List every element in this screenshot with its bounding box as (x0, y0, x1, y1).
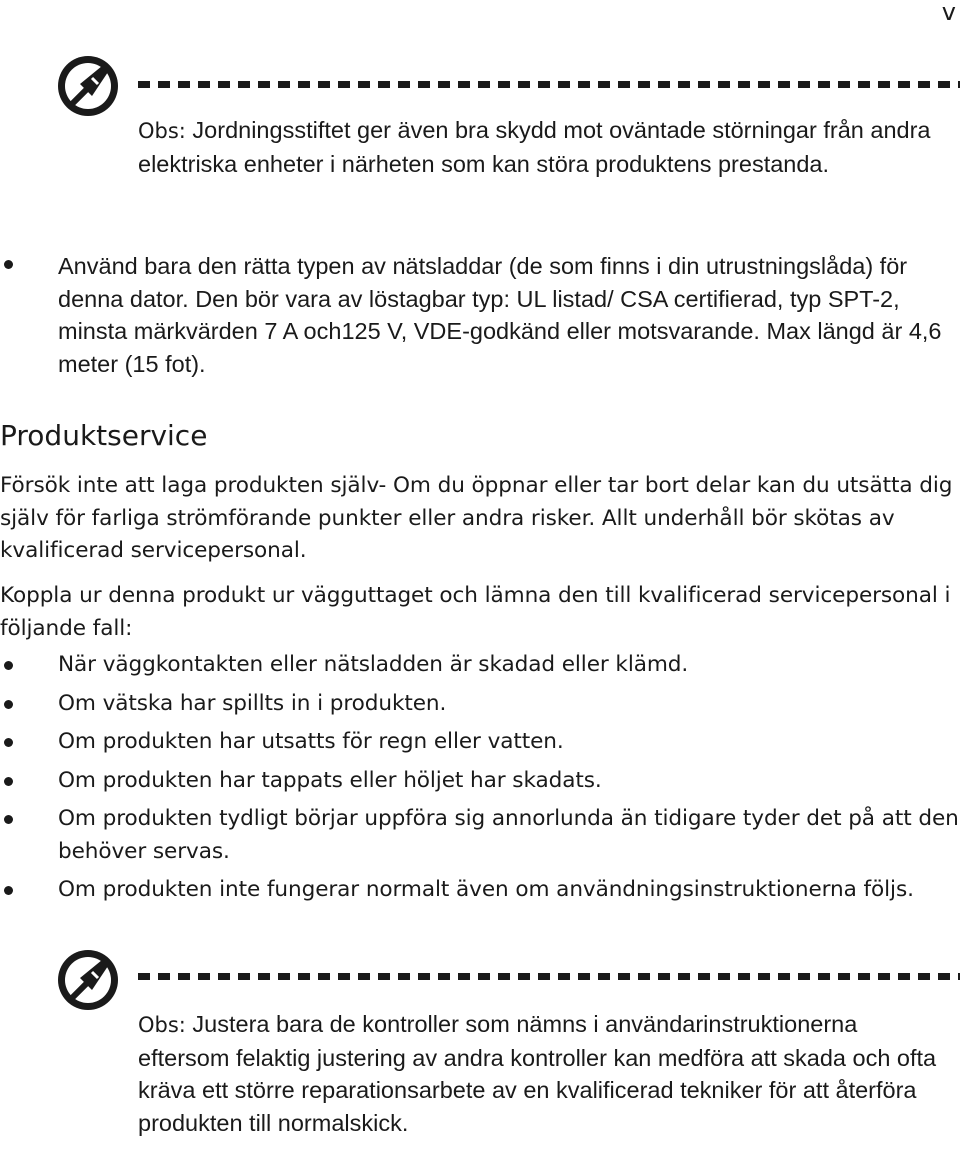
bullet-icon (4, 661, 13, 670)
power-cord-list (0, 250, 960, 380)
note-body: Justera bara de kontroller som nämns i användarinstruktionerna eftersom felaktig justering av andra kontroller kan medföra att skada och ofta kräva ett större reparationsarbete av en kvalificerad tekniker för att återföra produkten till normalskick. (138, 1011, 937, 1136)
note-label: Obs: (138, 1013, 186, 1037)
list-item (0, 874, 960, 907)
list-item-text: Använd bara den rätta typen av nätsladdar (de som finns i din utrustningslåda) för denna dator. Den bör vara av löstagbar typ: UL listad/ CSA certifierad, typ SPT-2, minsta märkvärden 7 A och125 V, VDE-godkänd eller motsvarande. Max längd är 4,6 meter (15 fot). (58, 253, 942, 377)
list-item (0, 765, 960, 798)
list-item-text: När väggkontakten eller nätsladden är skadad eller klämd. (58, 652, 689, 677)
service-paragraph-1: Försök inte att laga produkten själv- Om du öppnar eller tar bort delar kan du utsätta dig själv för farliga strömförande punkter eller andra risker. Allt underhåll bör skötas av kvalificerad servicepersonal. (0, 473, 953, 563)
bullet-icon (4, 700, 13, 709)
service-paragraph-2: Koppla ur denna produkt ur vägguttaget och lämna den till kvalificerad servicepersonal i följande fall: (0, 583, 951, 641)
list-item-text: Om produkten har tappats eller höljet har skadats. (58, 767, 602, 793)
note-text (138, 1008, 953, 1139)
note-divider (138, 81, 960, 88)
bullet-icon (4, 260, 13, 269)
bullet-icon (4, 738, 13, 747)
note-label: Obs: (138, 119, 186, 143)
note-pen-icon (56, 948, 120, 1012)
note-divider (138, 973, 960, 980)
list-item (0, 649, 960, 682)
bullet-icon (4, 815, 13, 824)
bullet-icon (4, 886, 13, 895)
note-body: Jordningsstiftet ger även bra skydd mot oväntade störningar från andra elektriska enheter i närheten som kan störa produktens prestanda. (138, 117, 931, 177)
list-item (0, 688, 960, 721)
list-item-text: Om vätska har spillts in i produkten. (58, 690, 447, 716)
note-pen-icon (56, 54, 120, 118)
list-item-text: Om produkten tydligt börjar uppföra sig annorlunda än tidigare tyder det på att den behöver servas. (58, 806, 959, 864)
bullet-icon (4, 777, 13, 786)
list-item-text: Om produkten inte fungerar normalt även om användningsinstruktionerna följs. (58, 877, 914, 902)
list-item (0, 726, 960, 759)
list-item-text: Om produkten har utsatts för regn eller vatten. (58, 729, 564, 754)
section-heading: Produktservice (0, 419, 208, 452)
list-item (0, 250, 960, 380)
service-conditions-list (0, 649, 960, 913)
note-text (138, 114, 953, 180)
page-number: v (941, 0, 956, 26)
list-item (0, 803, 960, 868)
